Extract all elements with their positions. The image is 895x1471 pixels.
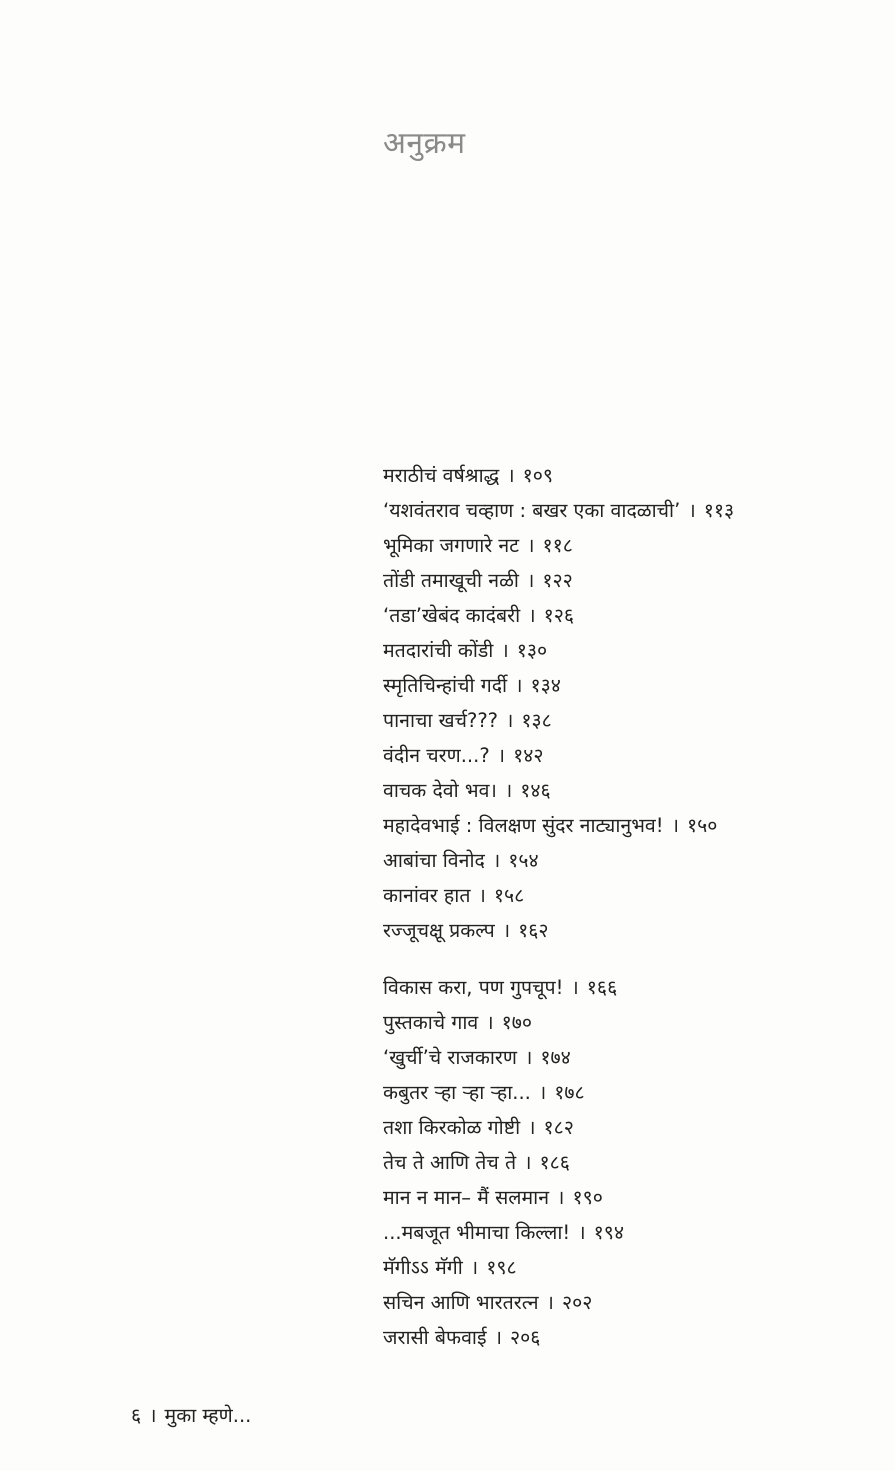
toc-entry	[383, 703, 734, 738]
toc-entry	[383, 773, 734, 808]
toc-separator: ।	[515, 674, 523, 697]
toc-entry-title: मराठीचं वर्षश्राद्ध	[383, 464, 500, 487]
toc-entry-page: ११३	[703, 499, 735, 522]
toc-entry-page: १३४	[530, 674, 561, 697]
toc-entry-page: १२२	[542, 569, 573, 592]
toc-entry-title: महादेवभाई : विलक्षण सुंदर नाट्यानुभव!	[383, 814, 664, 837]
toc-separator: ।	[526, 569, 535, 592]
toc-entry-title: स्मृतिचिन्हांची गर्दी	[383, 674, 508, 697]
toc-separator: ।	[502, 919, 511, 942]
toc-entry-page: १४६	[520, 779, 551, 802]
toc-entry-title: सचिन आणि भारतरत्न	[383, 1291, 539, 1314]
toc-separator: ।	[528, 1116, 536, 1139]
toc-entry	[383, 1180, 734, 1215]
toc-entry-page: १६६	[586, 976, 618, 999]
contents-heading: अनुक्रम	[383, 126, 466, 161]
toc-entry	[383, 843, 734, 878]
toc-entry	[383, 598, 734, 633]
toc-entry-title: विकास करा, पण गुपचूप!	[383, 976, 564, 999]
toc-separator: ।	[528, 604, 536, 627]
toc-separator: ।	[478, 884, 486, 907]
toc-entry-title: तशा किरकोळ गोष्टी	[383, 1116, 521, 1139]
toc-entry-title: भूमिका जगणारे नट	[383, 534, 520, 557]
toc-entry-title: तेच ते आणि तेच ते	[383, 1151, 517, 1174]
toc-entry-page: १५८	[493, 884, 525, 907]
toc-entry-page: १७८	[554, 1081, 585, 1104]
toc-entry-title: ‘यशवंतराव चव्हाण : बखर एका वादळाची’	[383, 499, 681, 522]
toc-separator: ।	[546, 1291, 554, 1314]
toc-entry-title: मतदारांची कोंडी	[383, 639, 494, 662]
toc-entry-title: वंदीन चरण...?	[383, 744, 490, 767]
toc-entry-title: पुस्तकाचे गाव	[383, 1011, 479, 1034]
toc-entry-page: १३८	[521, 709, 552, 732]
toc-entry-title: ‘तडा’खेबंद कादंबरी	[383, 604, 521, 627]
toc-separator: ।	[524, 1046, 533, 1069]
toc-separator: ।	[486, 1011, 494, 1034]
toc-separator: ।	[527, 534, 535, 557]
toc-entry	[383, 878, 734, 913]
toc-separator: ।	[507, 464, 515, 487]
toc-entry	[383, 1285, 734, 1320]
toc-separator: ।	[688, 499, 696, 522]
toc-separator: ।	[470, 1256, 479, 1279]
toc-separator: ।	[497, 744, 506, 767]
toc-entry-page: ११८	[542, 534, 573, 557]
toc-entry-page: १७४	[540, 1046, 571, 1069]
toc-entry-page: १२६	[543, 604, 574, 627]
toc-entry-page: १८६	[539, 1151, 570, 1174]
toc-entry-page: १५४	[508, 849, 539, 872]
toc-separator: ।	[578, 1221, 586, 1244]
toc-entry-page: १५०	[686, 814, 718, 837]
toc-separator: ।	[501, 639, 509, 662]
toc-entry-title: पानाचा खर्च???	[383, 709, 499, 732]
toc-entry-page: १७०	[501, 1011, 533, 1034]
toc-entry	[383, 1075, 734, 1110]
toc-separator: ।	[492, 849, 501, 872]
toc-entry-title: कानांवर हात	[383, 884, 471, 907]
toc-entry-title: जरासी बेफवाई	[383, 1326, 487, 1349]
toc-entry-page: १०९	[522, 464, 554, 487]
footer-page-number: ६	[131, 1404, 142, 1427]
toc-entry	[383, 1110, 734, 1145]
toc-entry	[383, 970, 734, 1005]
toc-entry-title: रज्जूचक्षू प्रकल्प	[383, 919, 495, 942]
toc-entry	[383, 1250, 734, 1285]
toc-entry-title: कबुतर ऱ्हा ऱ्हा ऱ्हा...	[383, 1081, 531, 1104]
toc-entry-title: आबांचा विनोद	[383, 849, 485, 872]
toc-entry-title: मान न मान– मैं सलमान	[383, 1186, 550, 1209]
toc-entry	[383, 458, 734, 493]
toc-entry-page: १६२	[518, 919, 549, 942]
toc-section	[383, 458, 734, 948]
toc-entry-title: ...मबजूत भीमाचा किल्ला!	[383, 1221, 571, 1244]
table-of-contents	[383, 458, 734, 1355]
toc-entry-page: १९८	[486, 1256, 517, 1279]
toc-entry-page: २०२	[561, 1291, 593, 1314]
toc-entry	[383, 913, 734, 948]
toc-separator: ।	[538, 1081, 547, 1104]
toc-separator: ।	[671, 814, 679, 837]
toc-entry	[383, 563, 734, 598]
toc-entry	[383, 1145, 734, 1180]
toc-separator: ।	[524, 1151, 532, 1174]
toc-separator: ।	[506, 709, 514, 732]
toc-entry	[383, 668, 734, 703]
toc-entry	[383, 528, 734, 563]
toc-entry	[383, 1005, 734, 1040]
toc-entry-page: १३०	[516, 639, 548, 662]
toc-entry-page: २०६	[509, 1326, 541, 1349]
toc-entry	[383, 493, 734, 528]
toc-entry	[383, 1320, 734, 1355]
toc-separator: ।	[494, 1326, 502, 1349]
toc-entry	[383, 1215, 734, 1250]
toc-separator: ।	[557, 1186, 565, 1209]
toc-entry-title: ‘खुर्ची’चे राजकारण	[383, 1046, 517, 1069]
toc-entry-page: १९४	[593, 1221, 624, 1244]
toc-section	[383, 970, 734, 1355]
toc-separator: ।	[504, 779, 513, 802]
toc-entry-page: १९०	[572, 1186, 603, 1209]
toc-entry	[383, 1040, 734, 1075]
page-footer	[131, 1398, 251, 1433]
footer-separator: ।	[149, 1404, 157, 1427]
toc-entry-title: वाचक देवो भव।	[383, 779, 497, 802]
toc-entry-title: मॅगीऽऽ मॅगी	[383, 1256, 463, 1279]
toc-entry	[383, 738, 734, 773]
toc-entry	[383, 808, 734, 843]
toc-entry	[383, 633, 734, 668]
footer-book-title: मुका म्हणे...	[164, 1404, 252, 1427]
toc-entry-page: १८२	[543, 1116, 574, 1139]
toc-entry-page: १४२	[513, 744, 544, 767]
toc-separator: ।	[571, 976, 579, 999]
toc-entry-title: तोंडी तमाखूची नळी	[383, 569, 519, 592]
